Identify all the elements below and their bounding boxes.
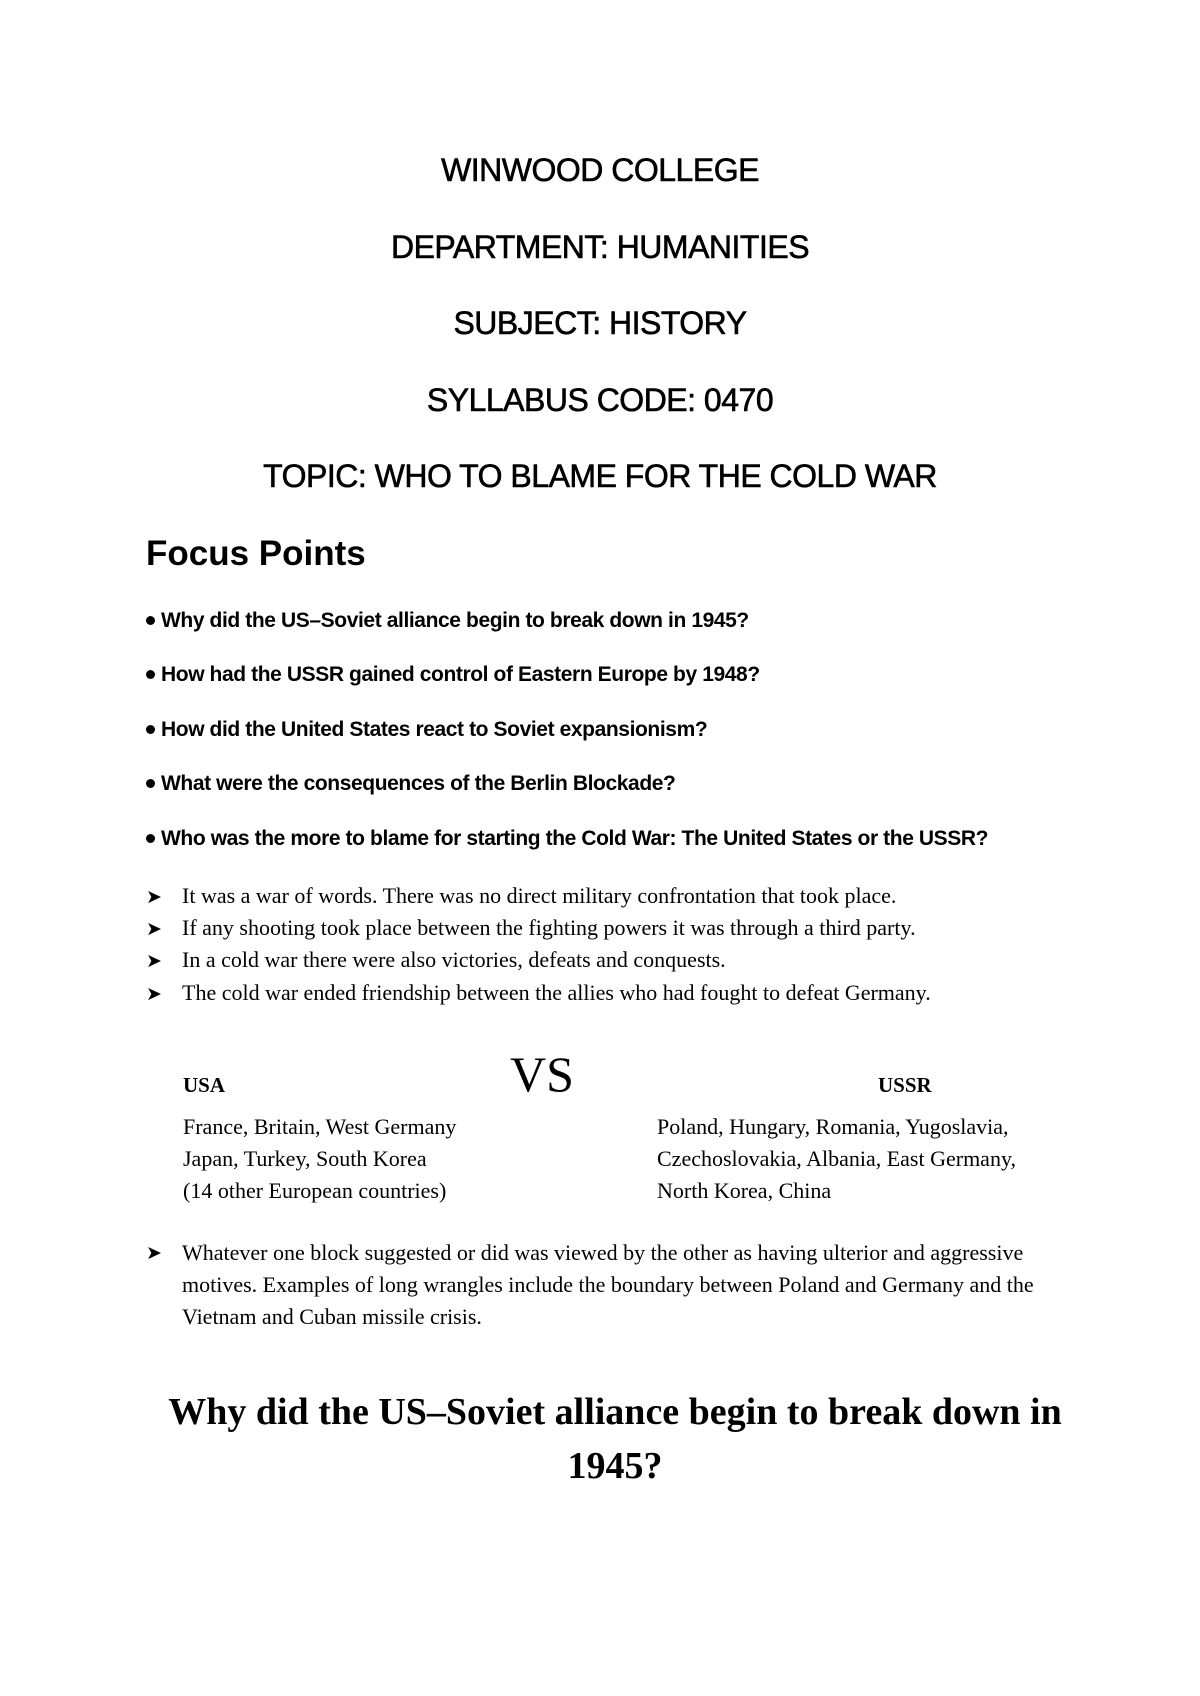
arrow-bullet-item: ➤ It was a war of words. There was no direct military confrontation that took place. [146, 880, 896, 913]
paragraph-text: Whatever one block suggested or did was viewed by the other as having ulterior and aggressive motives. Examples of long wrangles include the boundary between Poland and Germany and the Vietnam and Cuban missile crisis. [182, 1240, 1034, 1329]
arrow-bullet-item: ➤ If any shooting took place between the fighting powers it was through a third party. [146, 912, 916, 945]
arrowhead-right-icon: ➤ [146, 886, 162, 908]
usa-allies-line: (14 other European countries) [183, 1178, 447, 1203]
focus-point: Why did the US–Soviet alliance begin to break down in 1945? [146, 609, 749, 633]
ussr-allies-line: North Korea, China [657, 1178, 832, 1203]
arrow-bullet-paragraph [146, 1237, 1086, 1333]
bullet-dot-icon [146, 834, 155, 843]
ussr-heading: USSR [878, 1073, 932, 1097]
section-heading: Why did the US–Soviet alliance begin to break down in 1945? [168, 1391, 1062, 1487]
versus-label: VS [510, 1046, 574, 1102]
arrow-bullet-item: ➤ In a cold war there were also victories, defeats and conquests. [146, 944, 726, 977]
focus-point: How did the United States react to Soviet expansionism? [146, 718, 707, 742]
syllabus-code-line: SYLLABUS CODE: 0470 [426, 382, 774, 418]
arrowhead-right-icon: ➤ [146, 950, 162, 972]
bullet-dot-icon [146, 725, 155, 734]
focus-point: Who was the more to blame for starting the Cold War: The United States or the USSR? [146, 827, 988, 851]
usa-allies-line: France, Britain, West Germany [183, 1114, 457, 1139]
ussr-allies-line: Poland, Hungary, Romania, Yugoslavia, [657, 1114, 1009, 1139]
focus-point: What were the consequences of the Berlin Blockade? [146, 772, 675, 796]
focus-points-heading: Focus Points [146, 534, 366, 573]
focus-point: How had the USSR gained control of Eastern Europe by 1948? [146, 663, 760, 687]
bullet-dot-icon [146, 616, 155, 625]
arrowhead-right-icon: ➤ [146, 983, 162, 1005]
bullet-dot-icon [146, 779, 155, 788]
subject-line: SUBJECT: HISTORY [453, 305, 747, 341]
department-line: DEPARTMENT: HUMANITIES [390, 229, 810, 265]
college-name: WINWOOD COLLEGE [441, 152, 759, 188]
arrowhead-right-icon: ➤ [146, 918, 162, 940]
usa-allies-line: Japan, Turkey, South Korea [183, 1146, 427, 1171]
usa-heading: USA [183, 1073, 226, 1097]
ussr-allies-line: Czechoslovakia, Albania, East Germany, [657, 1146, 1017, 1171]
arrowhead-right-icon: ➤ [146, 1242, 162, 1264]
bullet-dot-icon [146, 670, 155, 679]
topic-line: TOPIC: WHO TO BLAME FOR THE COLD WAR [263, 458, 937, 494]
arrow-bullet-item: ➤ The cold war ended friendship between the allies who had fought to defeat Germany. [146, 977, 931, 1010]
